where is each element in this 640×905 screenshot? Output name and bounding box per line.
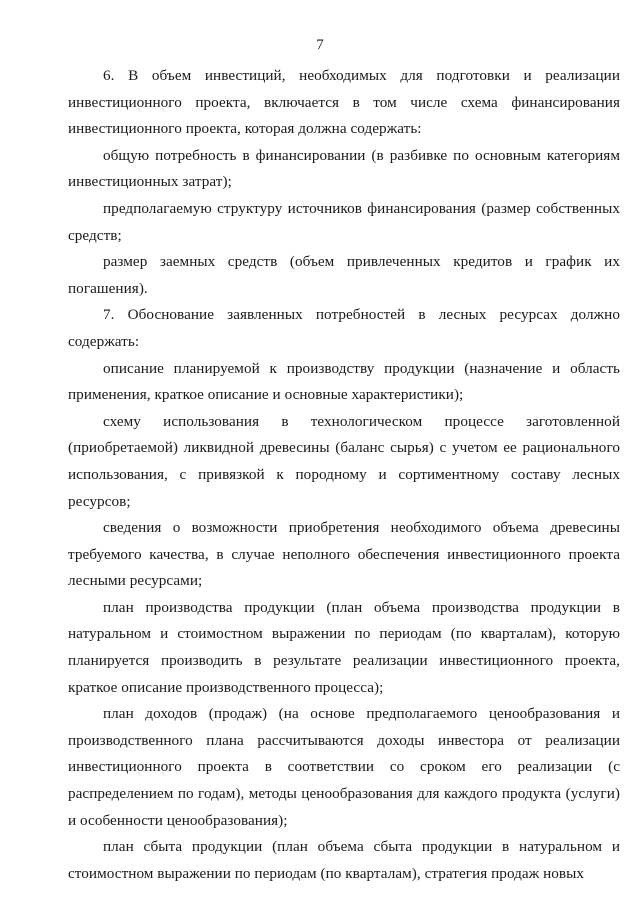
- paragraph-sales-plan: план сбыта продукции (план объема сбыта продукции в натуральном и стоимостном выражении по периодам (по кварталам), стратегия продаж новых: [68, 838, 620, 882]
- paragraph-6-intro: 6. В объем инвестиций, необходимых для подготовки и реализации инвестиционного проекта, включается в том числе схема финансирования инвестиционного проекта, которая должна содержать:: [68, 67, 620, 138]
- page-number: 7: [316, 37, 324, 53]
- paragraph-total-financing-need: общую потребность в финансировании (в разбивке по основным категориям инвестиционных затрат);: [68, 146, 620, 191]
- paragraph-wood-acquisition: сведения о возможности приобретения необходимого объема древесины требуемого качества, в случае неполного обеспечения инвестиционного проекта лесными ресурсами;: [68, 519, 620, 590]
- paragraph-production-plan: план производства продукции (план объема производства продукции в натуральном и стоимостном выражении по периодам (по кварталам), которую планируется производить в результате реализации инвестиционного проекта, краткое описание производственного процесса);: [68, 598, 620, 696]
- paragraph-borrowed-funds: размер заемных средств (объем привлеченных кредитов и график их погашения).: [68, 253, 620, 297]
- document-body: [68, 63, 620, 887]
- paragraph-wood-usage-scheme: схему использования в технологическом процессе заготовленной (приобретаемой) ликвидной древесины (баланс сырья) с учетом ее рационального использования, с привязкой к породному и сортиментному составу лесных ресурсов;: [68, 412, 620, 510]
- paragraph-revenue-plan: план доходов (продаж) (на основе предполагаемого ценообразования и производственного плана рассчитываются доходы инвестора от реализации инвестиционного проекта в соответствии со сроком его реализации (с распределением по годам), методы ценообразования для каждого продукта (услуги) и особенности ценообразования);: [68, 705, 620, 829]
- paragraph-7-intro: 7. Обоснование заявленных потребностей в лесных ресурсах должно содержать:: [68, 306, 620, 350]
- paragraph-funding-structure: предполагаемую структуру источников финансирования (размер собственных средств;: [68, 199, 620, 244]
- paragraph-product-description: описание планируемой к производству продукции (назначение и область применения, краткое описание и основные характеристики);: [68, 359, 620, 404]
